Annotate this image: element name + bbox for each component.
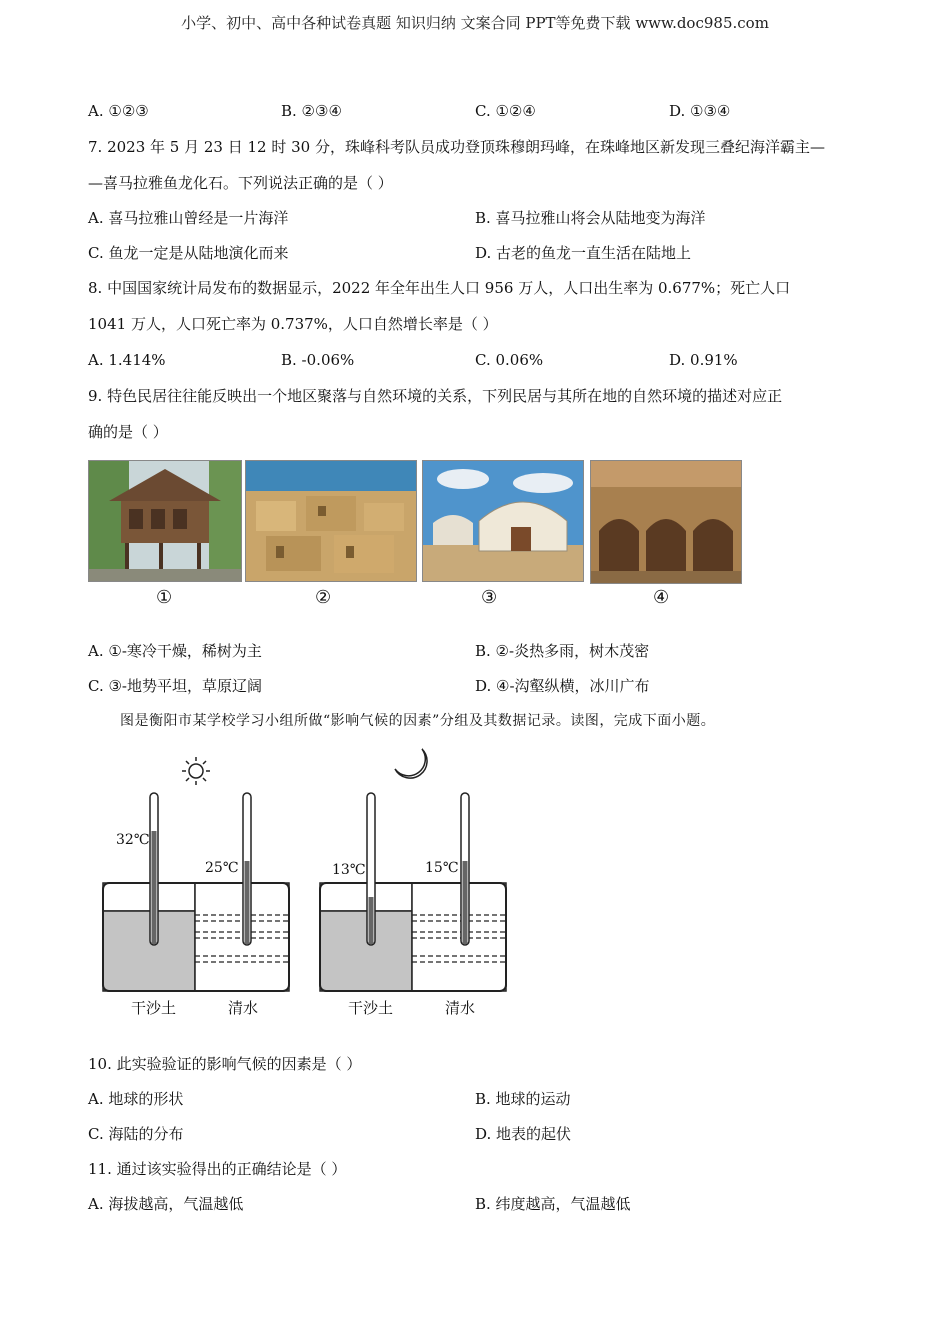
- day-sand-container: [103, 883, 195, 991]
- night-sand-container: [320, 883, 412, 991]
- day-sand-label: 干沙土: [131, 999, 177, 1017]
- q11-stem: 11. 通过该实验得出的正确结论是（ ）: [88, 1160, 347, 1178]
- q6-option-a[interactable]: A. ①②③: [88, 102, 149, 120]
- night-water-container: [412, 883, 506, 991]
- night-sand-thermometer: [367, 793, 375, 945]
- q9-stem-line2: 确的是（ ）: [88, 423, 168, 441]
- q10-option-a[interactable]: A. 地球的形状: [88, 1090, 184, 1108]
- q11-option-b[interactable]: B. 纬度越高，气温越低: [475, 1195, 631, 1213]
- photo-caption-3: ③: [481, 587, 498, 608]
- q7-stem-line1: 7. 2023 年 5 月 23 日 12 时 30 分，珠峰科考队员成功登顶珠穆朗玛峰，在珠峰地区新发现三叠纪海洋霸主—: [88, 138, 825, 156]
- photo-stilt-house: [88, 460, 242, 582]
- q10-stem: 10. 此实验验证的影响气候的因素是（ ）: [88, 1055, 362, 1073]
- day-sand-temp: 32℃: [116, 832, 150, 848]
- q8-stem-line1: 8. 中国国家统计局发布的数据显示，2022 年全年出生人口 956 万人，人口出生率为 0.677%；死亡人口: [88, 279, 791, 297]
- q9-stem-line1: 9. 特色民居往往能反映出一个地区聚落与自然环境的关系，下列民居与其所在地的自然环境的描述对应正: [88, 387, 783, 405]
- photo-cave-dwelling: [590, 460, 742, 584]
- photo-yurts: [422, 460, 584, 582]
- q6-option-d[interactable]: D. ①③④: [669, 102, 731, 120]
- q6-option-b[interactable]: B. ②③④: [281, 102, 342, 120]
- q9-option-a[interactable]: A. ①-寒冷干燥，稀树为主: [88, 642, 262, 660]
- night-water-thermometer: [461, 793, 469, 945]
- q9-option-b[interactable]: B. ②-炎热多雨，树木茂密: [475, 642, 650, 660]
- day-water-container: [195, 883, 289, 991]
- day-water-temp: 25℃: [205, 860, 239, 876]
- night-sand-label: 干沙土: [348, 999, 394, 1017]
- sun-icon: [182, 757, 210, 785]
- q11-option-a[interactable]: A. 海拔越高，气温越低: [88, 1195, 244, 1213]
- experiment-diagram: [95, 735, 525, 1025]
- photo-adobe-village: [245, 460, 417, 582]
- q7-option-c[interactable]: C. 鱼龙一定是从陆地演化而来: [88, 244, 289, 262]
- q8-option-a[interactable]: A. 1.414%: [88, 351, 166, 369]
- night-sand-temp: 13℃: [332, 862, 366, 878]
- q9-option-d[interactable]: D. ④-沟壑纵横，冰川广布: [475, 677, 650, 695]
- photo-caption-4: ④: [653, 587, 670, 608]
- q10-option-b[interactable]: B. 地球的运动: [475, 1090, 571, 1108]
- q7-option-d[interactable]: D. 古老的鱼龙一直生活在陆地上: [475, 244, 692, 262]
- q6-option-c[interactable]: C. ①②④: [475, 102, 536, 120]
- q10-option-c[interactable]: C. 海陆的分布: [88, 1125, 184, 1143]
- photo-caption-1: ①: [156, 587, 173, 608]
- q7-option-a[interactable]: A. 喜马拉雅山曾经是一片海洋: [88, 209, 289, 227]
- day-water-thermometer: [243, 793, 251, 945]
- q9-option-c[interactable]: C. ③-地势平坦，草原辽阔: [88, 677, 262, 695]
- q10-option-d[interactable]: D. 地表的起伏: [475, 1125, 572, 1143]
- q8-stem-line2: 1041 万人，人口死亡率为 0.737%，人口自然增长率是（ ）: [88, 315, 498, 333]
- night-water-temp: 15℃: [425, 860, 459, 876]
- photo-caption-2: ②: [315, 587, 332, 608]
- night-water-label: 清水: [445, 999, 476, 1017]
- q7-option-b[interactable]: B. 喜马拉雅山将会从陆地变为海洋: [475, 209, 706, 227]
- q7-stem-line2: —喜马拉雅鱼龙化石。下列说法正确的是（ ）: [88, 174, 393, 192]
- day-sand-thermometer: [150, 793, 158, 945]
- q8-option-c[interactable]: C. 0.06%: [475, 351, 544, 369]
- day-water-label: 清水: [228, 999, 259, 1017]
- q8-option-d[interactable]: D. 0.91%: [669, 351, 738, 369]
- moon-icon: [395, 749, 427, 778]
- q8-option-b[interactable]: B. -0.06%: [281, 351, 355, 369]
- page-header: 小学、初中、高中各种试卷真题 知识归纳 文案合同 PPT等免费下载 www.doc985.com: [181, 14, 769, 32]
- figure-intro: 图是衡阳市某学校学习小组所做“影响气候的因素”分组及其数据记录。读图，完成下面小题。: [120, 713, 716, 729]
